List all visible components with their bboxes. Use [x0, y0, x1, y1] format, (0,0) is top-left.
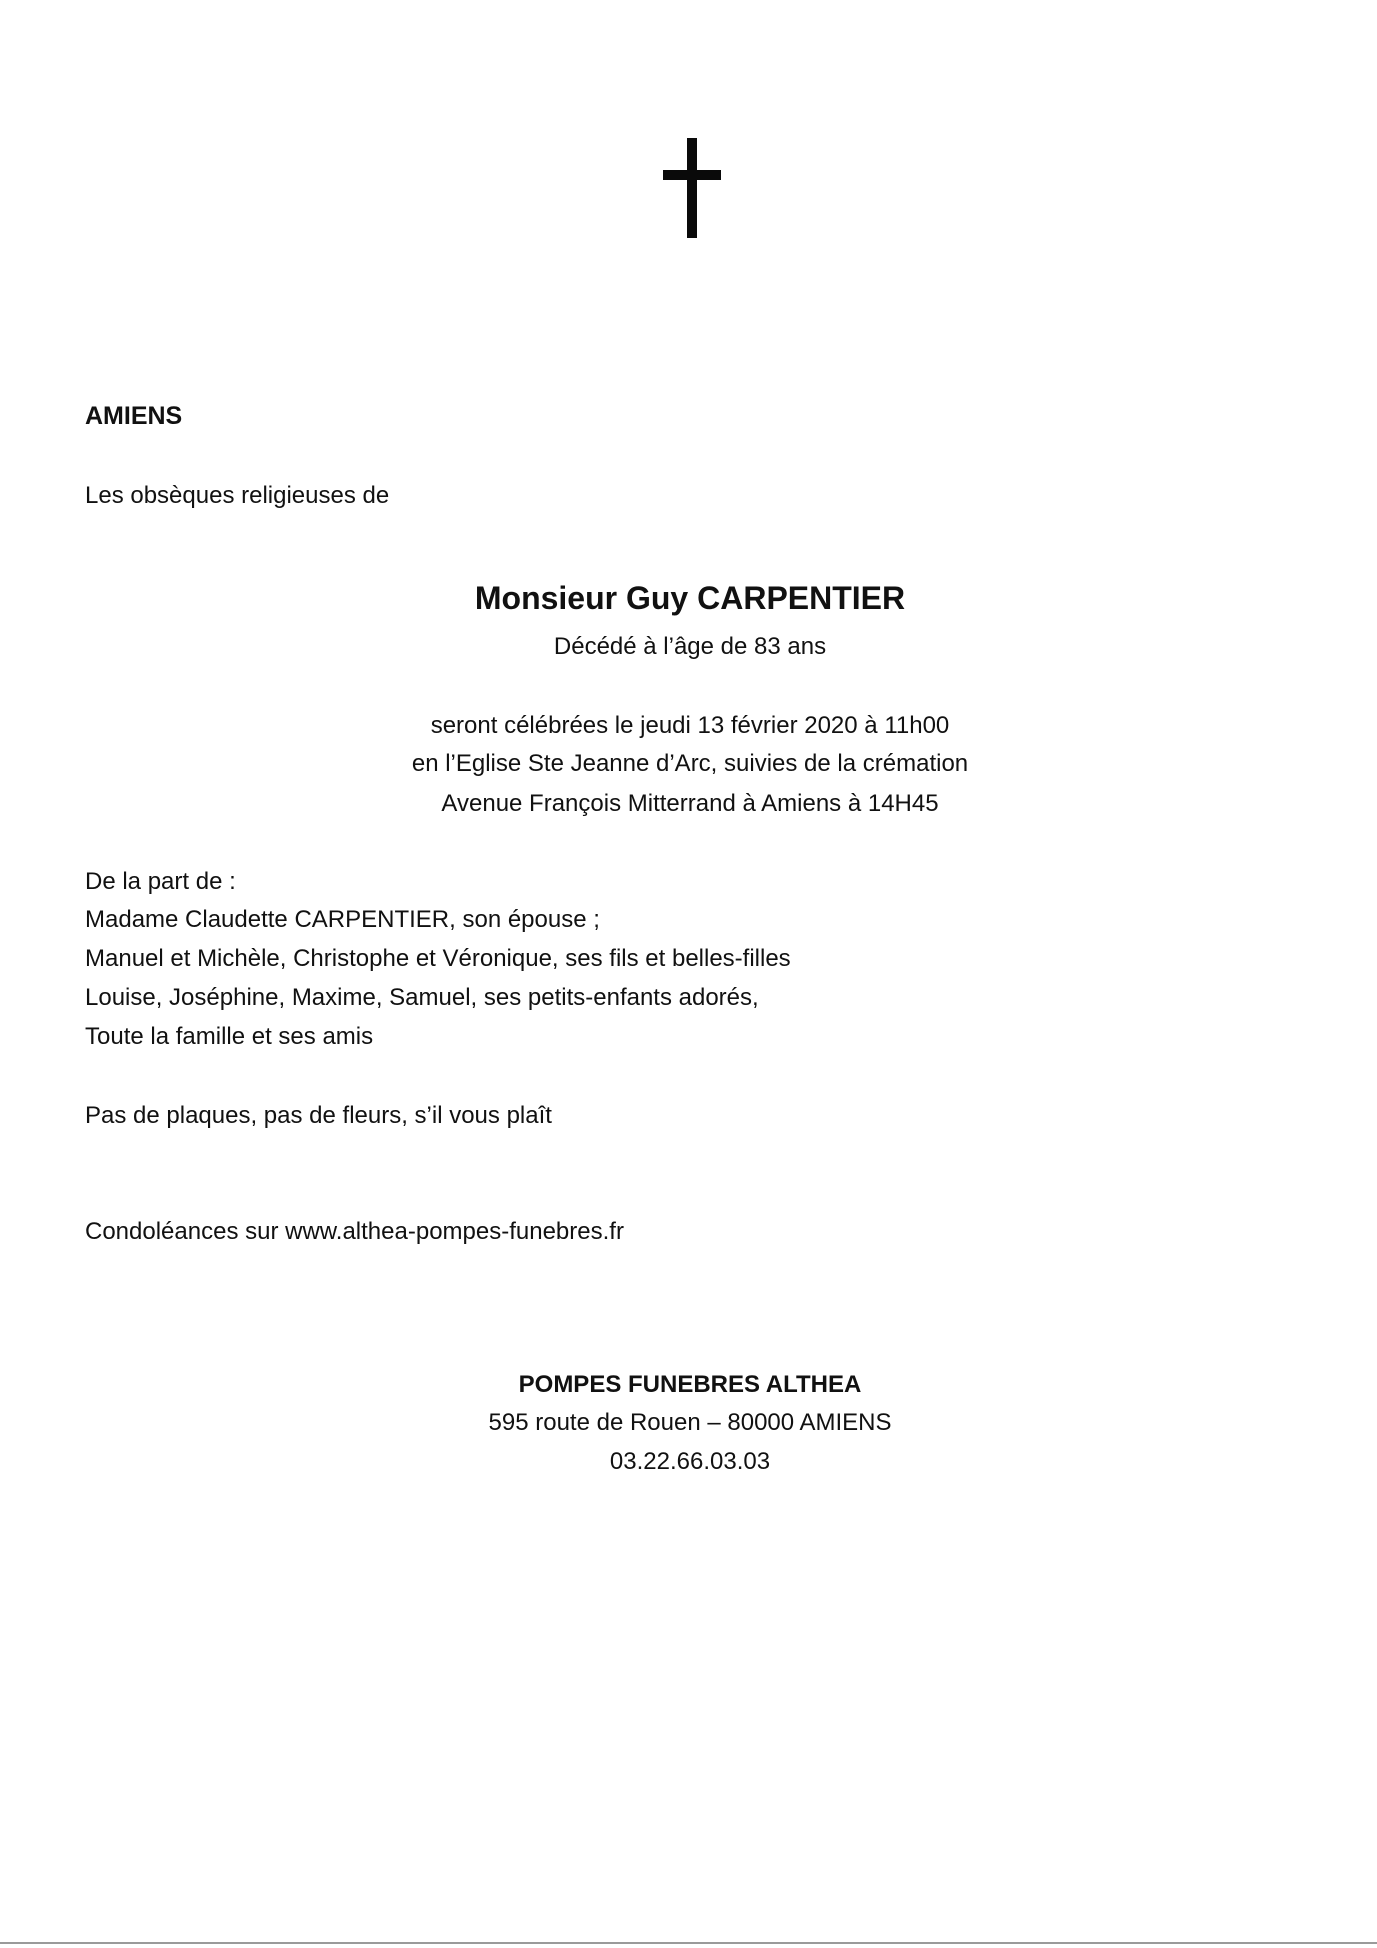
service-line: Avenue François Mitterrand à Amiens à 14H45 [441, 790, 939, 817]
funeral-home-name: POMPES FUNEBRES ALTHEA [518, 1371, 862, 1398]
service-line: seront célébrées le jeudi 13 février 2020 à 11h00 [430, 712, 950, 739]
deceased-name: Monsieur Guy CARPENTIER [474, 580, 906, 616]
condolences-text: Condoléances sur www.althea-pompes-funebres.fr [85, 1218, 624, 1245]
family-line: De la part de : [85, 868, 236, 895]
family-line: Toute la famille et ses amis [85, 1023, 374, 1050]
age-line: Décédé à l’âge de 83 ans [553, 633, 827, 660]
service-line: en l’Eglise Ste Jeanne d’Arc, suivies de la crémation [411, 750, 969, 777]
funeral-home-phone: 03.22.66.03.03 [609, 1448, 771, 1475]
family-line: Madame Claudette CARPENTIER, son épouse ; [85, 906, 600, 933]
flowers-note: Pas de plaques, pas de fleurs, s’il vous plaît [85, 1102, 552, 1129]
family-line: Manuel et Michèle, Christophe et Véronique, ses fils et belles-filles [85, 945, 791, 972]
city-heading: AMIENS [85, 402, 183, 430]
intro-text: Les obsèques religieuses de [85, 482, 390, 509]
family-line: Louise, Joséphine, Maxime, Samuel, ses petits-enfants adorés, [85, 984, 759, 1011]
scan-edge-divider [0, 1942, 1377, 1944]
cross-icon [663, 138, 721, 238]
funeral-home-address: 595 route de Rouen – 80000 AMIENS [488, 1409, 892, 1436]
